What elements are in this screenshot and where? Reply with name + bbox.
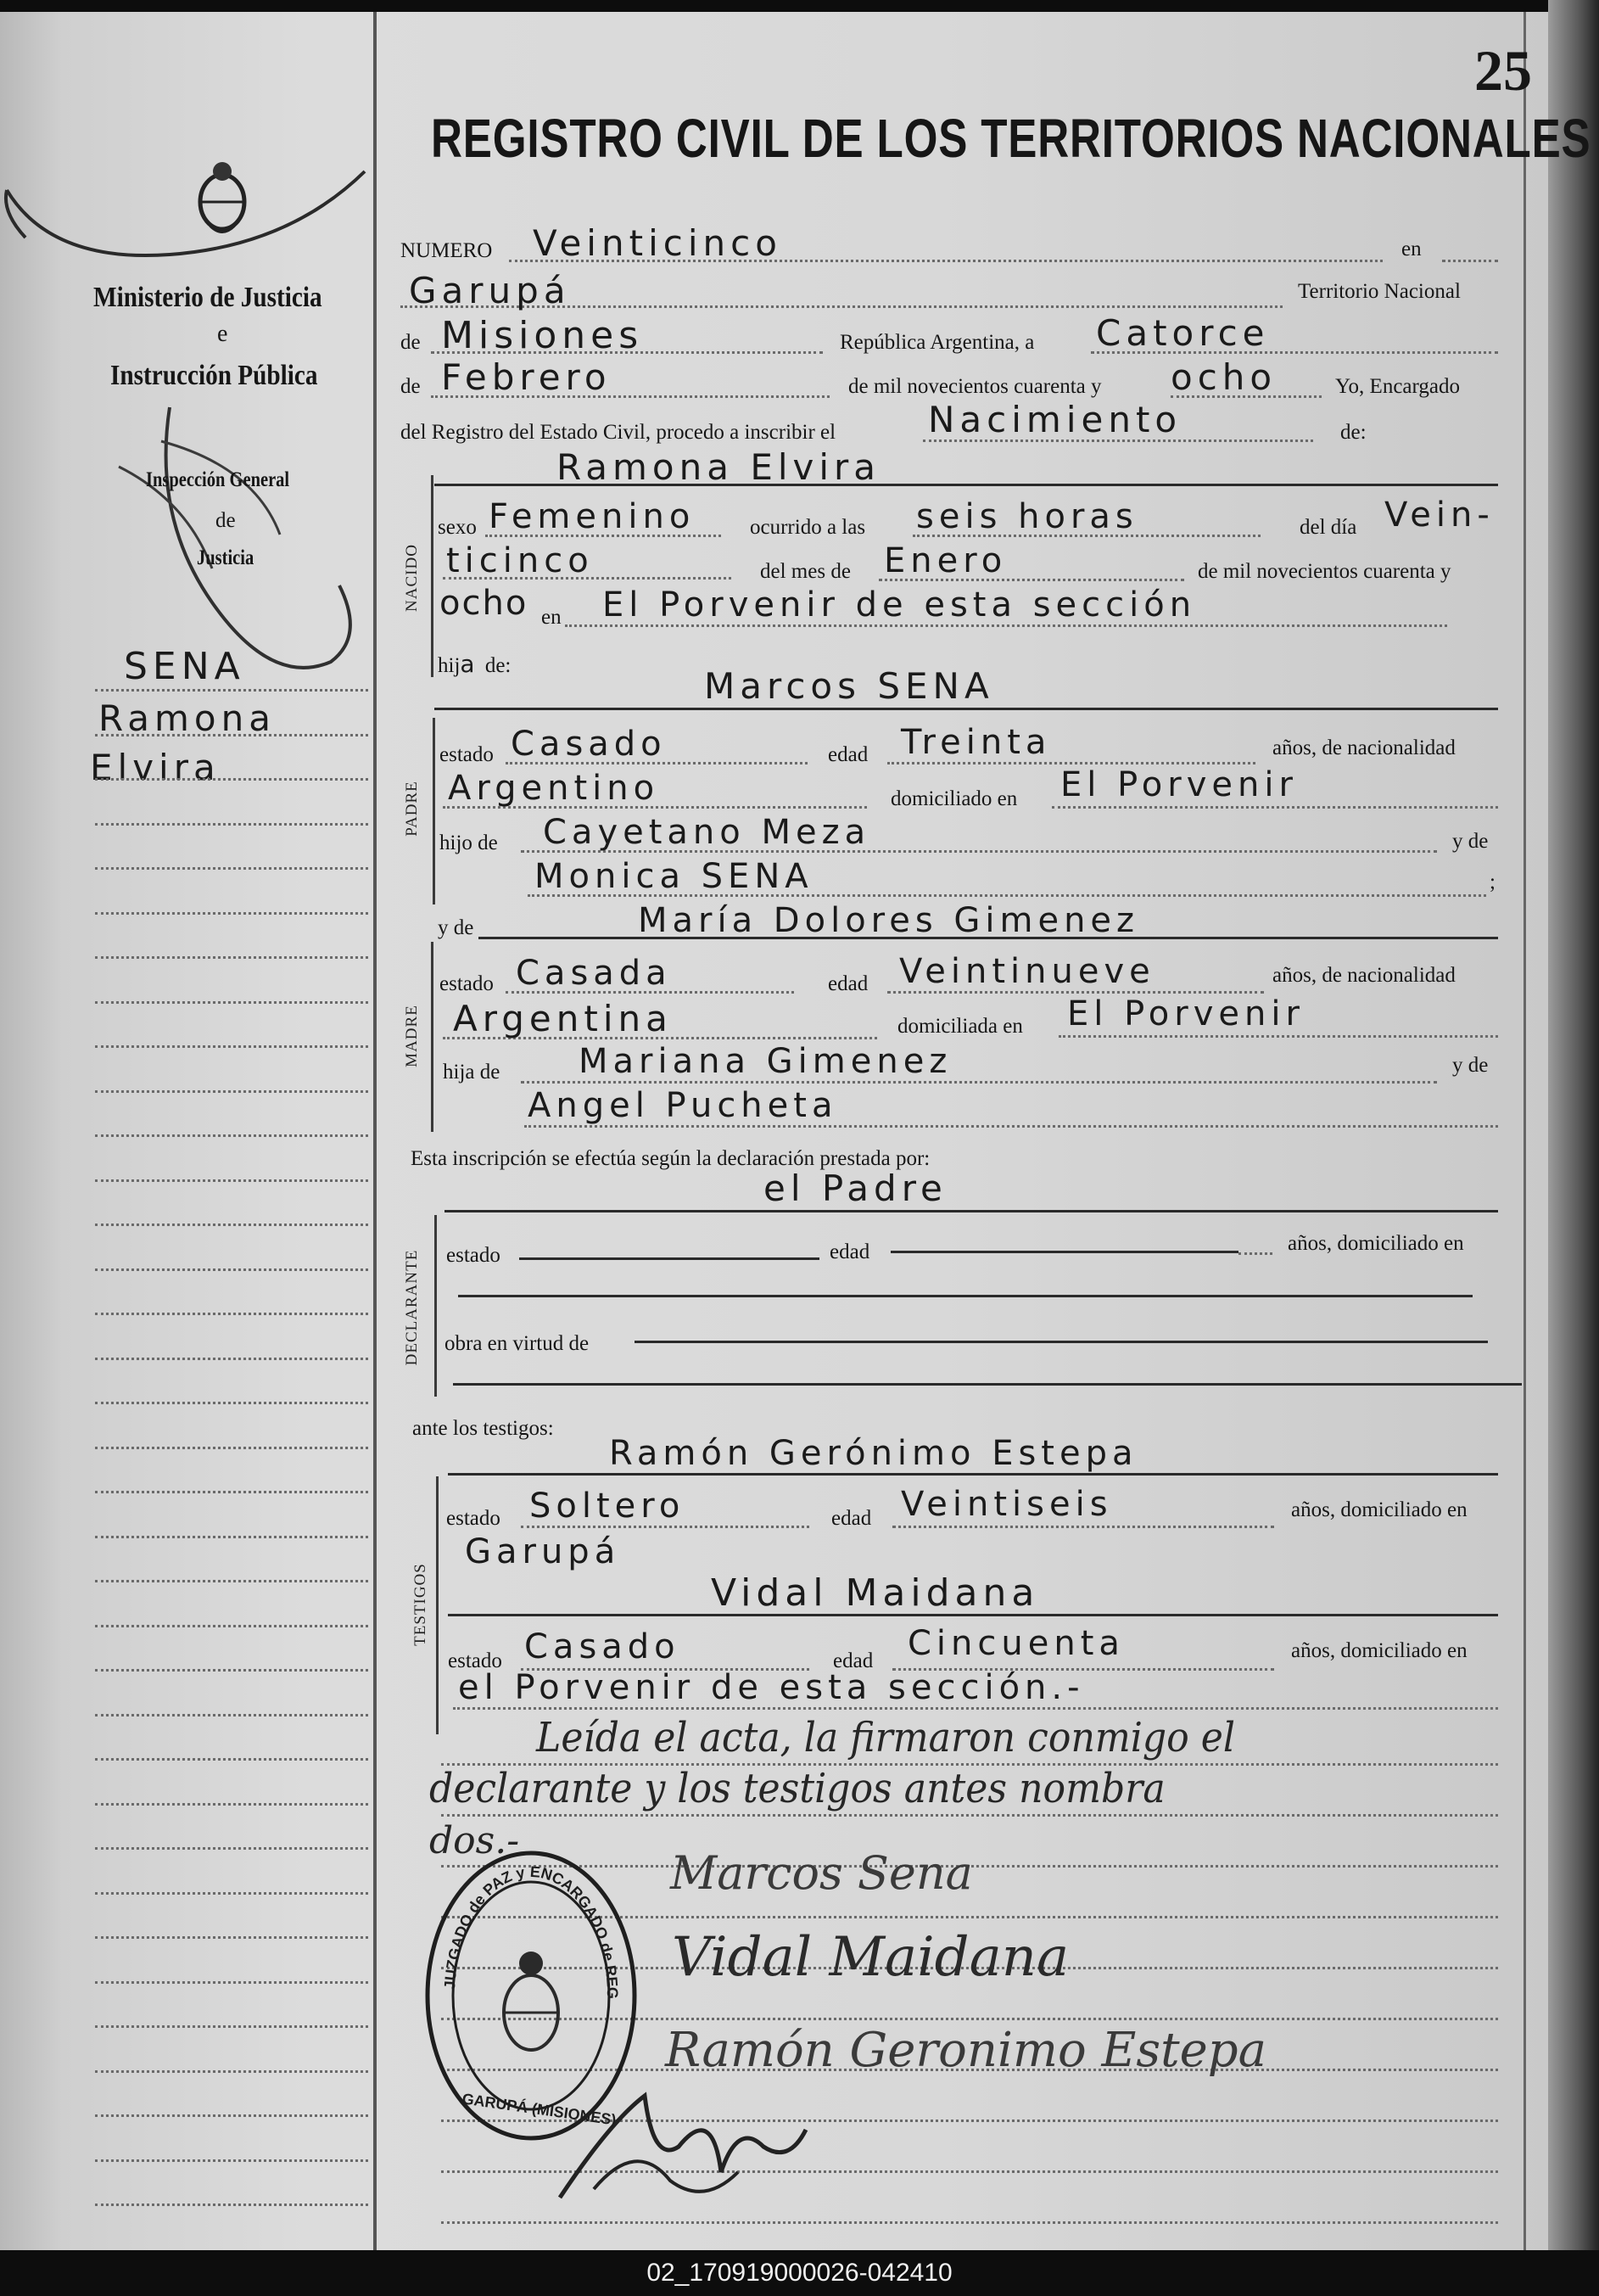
margin-rule [373,12,377,2250]
margin-ruled-line [95,1936,368,1939]
label-anos-padre: años, de nacionalidad [1272,736,1456,759]
margin-ruled-line [95,734,368,736]
seal-bottom-text: GARUPÁ (MISIONES) [461,2090,618,2129]
margin-ruled-line [95,1669,368,1672]
label-obra: obra en virtud de [444,1332,590,1355]
margin-ruled-line [95,1625,368,1627]
madre-madre: Angel Pucheta [528,1086,838,1125]
ministry-line3: Instrucción Pública [110,360,318,391]
margin-ruled-line [95,1358,368,1360]
right-rule [1524,12,1526,2250]
ministry-line1: Ministerio de Justicia [93,282,322,313]
label-estado-padre: estado [439,743,494,766]
margin-ruled-line [95,2114,368,2117]
label-anos-t2: años, domiciliado en [1291,1639,1468,1662]
padre-estado: Casado [511,725,667,764]
dia-value: Catorce [1096,312,1270,354]
margin-ruled-line [95,867,368,870]
label-nacido: NACIDO [403,544,421,612]
testigo2-nombre: Vidal Maidana [711,1571,1040,1615]
lugar-value: Garupá [409,270,571,311]
label-en-lugar: en [541,606,562,629]
page-edge [1548,0,1599,2250]
margin-ruled-line [95,689,368,692]
label-ante: ante los testigos: [412,1417,554,1440]
margin-ruled-line [95,823,368,826]
label-republica: República Argentina, a [840,331,1035,354]
label-sexo: sexo [438,516,477,539]
label-en: en [1401,238,1422,260]
signature-marcos-sena: Marcos Sena [670,1846,973,1900]
margin-ruled-line [95,912,368,915]
label-de-colon: de: [1340,421,1367,444]
margin-ruled-line [95,1892,368,1895]
margin-ruled-line [95,1981,368,1984]
mes-nacido-value: Enero [884,541,1008,580]
label-testigos: TESTIGOS [411,1563,429,1646]
margin-ruled-line [95,2070,368,2073]
label-anos-declarante: años, domiciliado en [1288,1232,1464,1255]
label-edad-t2: edad [833,1649,874,1672]
nacido-nombre: Ramona Elvira [556,446,881,488]
testigo1-domicilio: Garupá [465,1532,621,1571]
testigo1-edad: Veintiseis [901,1485,1113,1524]
label-padre: PADRE [403,781,421,837]
padre-madre: Monica SENA [534,857,813,896]
inspection-line1: Inspección General [146,468,290,491]
label-edad-padre: edad [828,743,869,766]
closing-line3: dos.- [429,1819,520,1862]
inscripcion-text: Esta inscripción se efectúa según la declaración prestada por: [411,1147,931,1170]
numero-value: Veinticinco [533,222,782,264]
margin-ruled-line [95,1179,368,1182]
margin-ruled-line [95,1847,368,1850]
label-hijo-de-padre: hijo de [439,832,498,854]
label-y-de-madre: y de [438,916,474,939]
label-estado-madre: estado [439,972,494,995]
padre-nombre: Marcos SENA [704,665,994,707]
inspection-line2: de [215,509,236,532]
anio-nacido-value: ocho [439,584,528,623]
label-de-mil: de mil novecientos cuarenta y [848,375,1102,398]
acto-value: Nacimiento [928,399,1182,440]
dia-b-value: ticinco [446,541,594,580]
margin-ruled-line [95,1224,368,1226]
label-de-1: de [400,331,421,354]
margin-ruled-line [95,1001,368,1004]
margin-ruled-line [95,1491,368,1493]
label-y-de-madre2: y de [1452,1054,1489,1077]
label-hija-de-madre: hija de [443,1061,500,1084]
declarante-nombre: el Padre [763,1168,948,1209]
margin-ruled-line [95,1045,368,1048]
page-title: REGISTRO CIVIL DE LOS TERRITORIOS NACIONALES [431,108,1591,169]
label-edad-madre: edad [828,972,869,995]
label-ocurrido: ocurrido a las [750,516,866,539]
margin-ruled-line [95,1402,368,1404]
label-del-registro: del Registro del Estado Civil, procedo a inscribir el [400,421,836,444]
label-edad-declarante: edad [830,1240,870,1263]
mes-value: Febrero [441,356,612,398]
testigo2-edad: Cincuenta [908,1624,1125,1663]
margin-ruled-line [95,1447,368,1449]
label-estado-t2: estado [448,1649,502,1672]
label-estado-declarante: estado [446,1244,500,1267]
label-madre: MADRE [403,1005,421,1067]
margin-ruled-line [95,1536,368,1538]
label-declarante: DECLARANTE [403,1249,421,1366]
margin-ruled-line [95,1134,368,1137]
madre-padre: Mariana Gimenez [579,1042,953,1081]
hora-value: seis horas [916,497,1138,536]
label-hijo: hija de: [438,650,512,678]
label-territorio: Territorio Nacional [1298,280,1461,303]
margin-note-name1: Ramona [98,697,276,739]
signature-vidal-maidana: Vidal Maidana [672,1926,1070,1989]
label-semicolon: ; [1490,871,1496,893]
testigo2-domicilio: el Porvenir de esta sección.- [458,1668,1085,1707]
madre-nacionalidad: Argentina [453,998,673,1039]
label-anos-madre: años, de nacionalidad [1272,964,1456,987]
testigo1-estado: Soltero [529,1487,685,1526]
margin-ruled-line [95,2204,368,2206]
margin-ruled-line [95,1714,368,1716]
label-de-2: de [400,375,421,398]
margin-ruled-line [95,956,368,959]
margin-ruled-line [95,2159,368,2162]
signature-ramon-estepa: Ramón Geronimo Estepa [665,2023,1266,2078]
dia-a-value: Vein- [1384,496,1495,535]
madre-nombre: María Dolores Gimenez [638,901,1140,940]
label-edad-t1: edad [831,1507,872,1530]
margin-ruled-line [95,778,368,781]
seal-outer-text: JUZGADO de PAZ y ENCARGADO de REG [441,1862,622,2000]
margin-note-name2: Elvira [90,747,221,788]
label-domiciliado-padre: domiciliado en [891,787,1018,810]
padre-edad: Treinta [901,723,1052,762]
inspection-line3: Justicia [197,546,254,569]
label-del-dia: del día [1300,516,1357,539]
testigo2-estado: Casado [524,1627,680,1666]
padre-nacionalidad: Argentino [448,769,660,808]
madre-edad: Veintinueve [899,952,1155,991]
margin-ruled-line [95,1803,368,1806]
label-de-mil2: de mil novecientos cuarenta y [1198,560,1451,583]
lugar-nacido-value: El Porvenir de esta sección [602,585,1197,624]
territorio-value: Misiones [441,314,644,357]
page-number: 25 [1474,38,1532,103]
margin-ruled-line [95,1268,368,1271]
anio-value: ocho [1171,356,1278,398]
testigo1-nombre: Ramón Gerónimo Estepa [609,1434,1138,1473]
label-yo: Yo, Encargado [1335,375,1460,398]
margin-ruled-line [95,1758,368,1761]
padre-domicilio: El Porvenir [1060,765,1298,804]
label-estado-t1: estado [446,1507,500,1530]
margin-ruled-line [95,1580,368,1582]
label-domiciliada-madre: domiciliada en [897,1015,1023,1038]
label-numero: NUMERO [400,239,493,262]
label-y-de-padre: y de [1452,830,1489,853]
padre-padre: Cayetano Meza [543,813,871,852]
margin-note-surname: SENA [124,645,245,688]
margin-ruled-line [95,2025,368,2028]
sexo-value: Femenino [489,497,696,536]
label-anos-t1: años, domiciliado en [1291,1498,1468,1521]
official-seal [421,1846,641,2145]
closing-line2: declarante y los testigos antes nombra [429,1765,1166,1812]
ministry-line2: e [217,321,228,347]
madre-domicilio: El Porvenir [1067,994,1305,1033]
label-del-mes: del mes de [760,560,851,583]
margin-ruled-line [95,1090,368,1093]
margin-ruled-line [95,1313,368,1315]
closing-line1: Leída el acta, la firmaron conmigo el [536,1714,1236,1761]
scan-footer-id: 02_170919000026-042410 [0,2250,1599,2296]
madre-estado: Casada [516,954,672,993]
